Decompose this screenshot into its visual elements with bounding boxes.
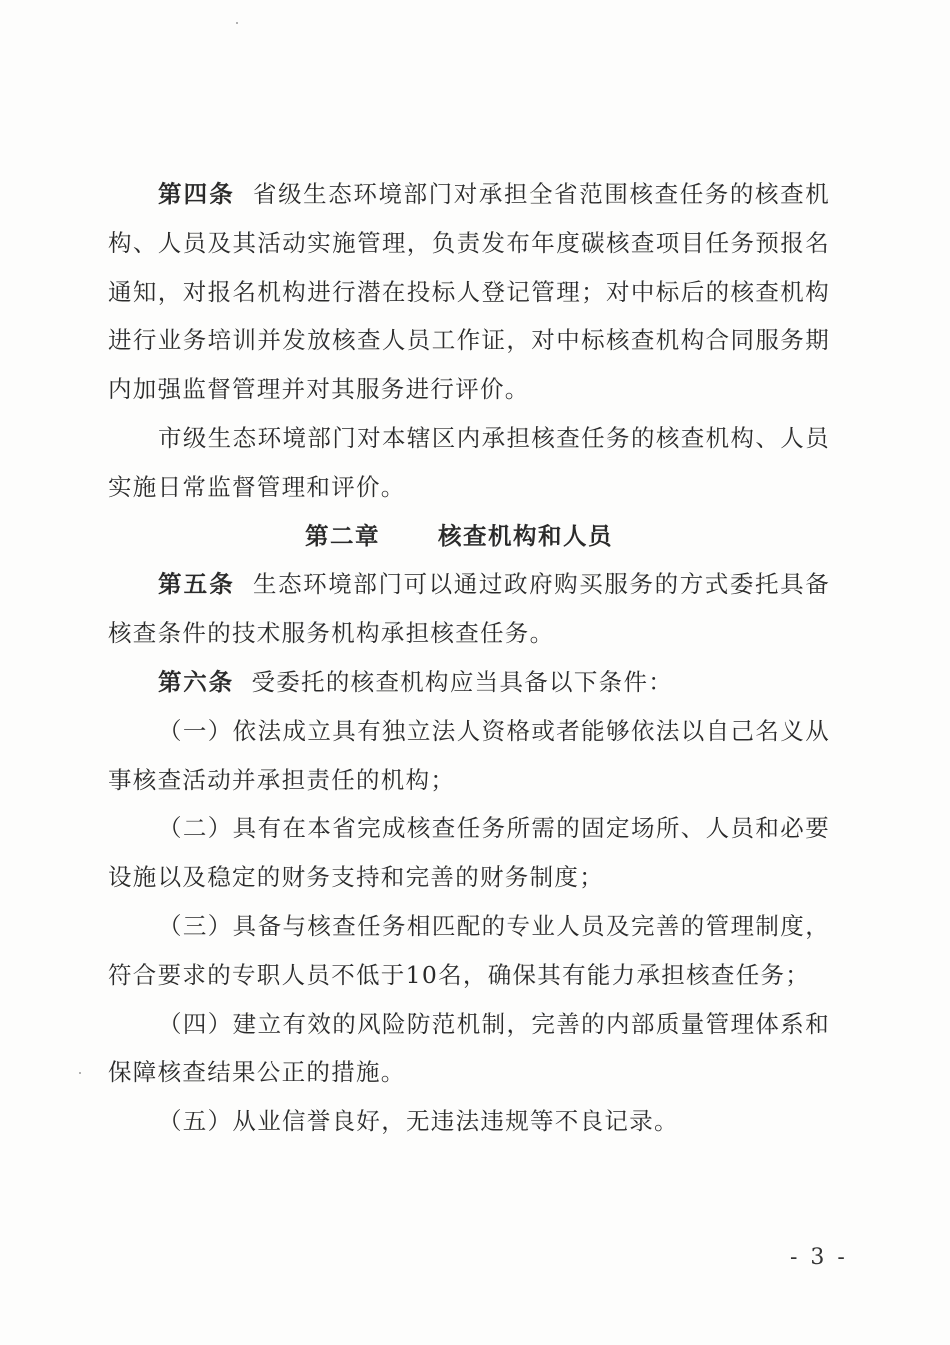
article-4-heading: 第四条 xyxy=(158,180,235,208)
article-5 xyxy=(108,560,830,658)
condition-item-4: （四）建立有效的风险防范机制，完善的内部质量管理体系和保障核查结果公正的措施。 xyxy=(108,1009,830,1087)
article-4-paragraph-2: 市级生态环境部门对本辖区内承担核查任务的核查机构、人员实施日常监督管理和评价。 xyxy=(108,423,830,501)
chapter-title: 核查机构和人员 xyxy=(438,521,613,550)
article-4-text: 省级生态环境部门对承担全省范围核查任务的核查机构、人员及其活动实施管理，负责发布年度碳核查项目任务预报名通知，对报名机构进行潜在投标人登记管理；对中标后的核查机构进行业务培训并发放核查人员工作证，对中标核查机构合同服务期内加强监督管理并对其服务进行评价。 xyxy=(108,180,831,404)
article-6-text: 受委托的核查机构应当具备以下条件： xyxy=(251,667,674,696)
scan-speck xyxy=(79,1072,81,1074)
article-4 xyxy=(108,170,830,414)
page-number: - 3 - xyxy=(790,1245,848,1270)
scan-speck xyxy=(236,22,238,24)
article-6 xyxy=(108,658,830,707)
condition-item-1: （一）依法成立具有独立法人资格或者能够依法以自己名义从事核查活动并承担责任的机构； xyxy=(108,716,830,794)
chapter-heading xyxy=(108,512,830,561)
chapter-number: 第二章 xyxy=(305,521,380,550)
condition-item-2: （二）具有在本省完成核查任务所需的固定场所、人员和必要设施以及稳定的财务支持和完善的财务制度； xyxy=(108,814,830,892)
article-5-heading: 第五条 xyxy=(158,570,235,599)
condition-item-3: （三）具备与核查任务相匹配的专业人员及完善的管理制度，符合要求的专职人员不低于10名，确保其有能力承担核查任务； xyxy=(108,911,830,989)
article-5-text: 生态环境部门可以通过政府购买服务的方式委托具备核查条件的技术服务机构承担核查任务。 xyxy=(108,570,831,648)
article-6-heading: 第六条 xyxy=(158,667,234,696)
condition-item-5: （五）从业信誉良好，无违法违规等不良记录。 xyxy=(158,1107,679,1136)
document-body xyxy=(108,170,830,1146)
